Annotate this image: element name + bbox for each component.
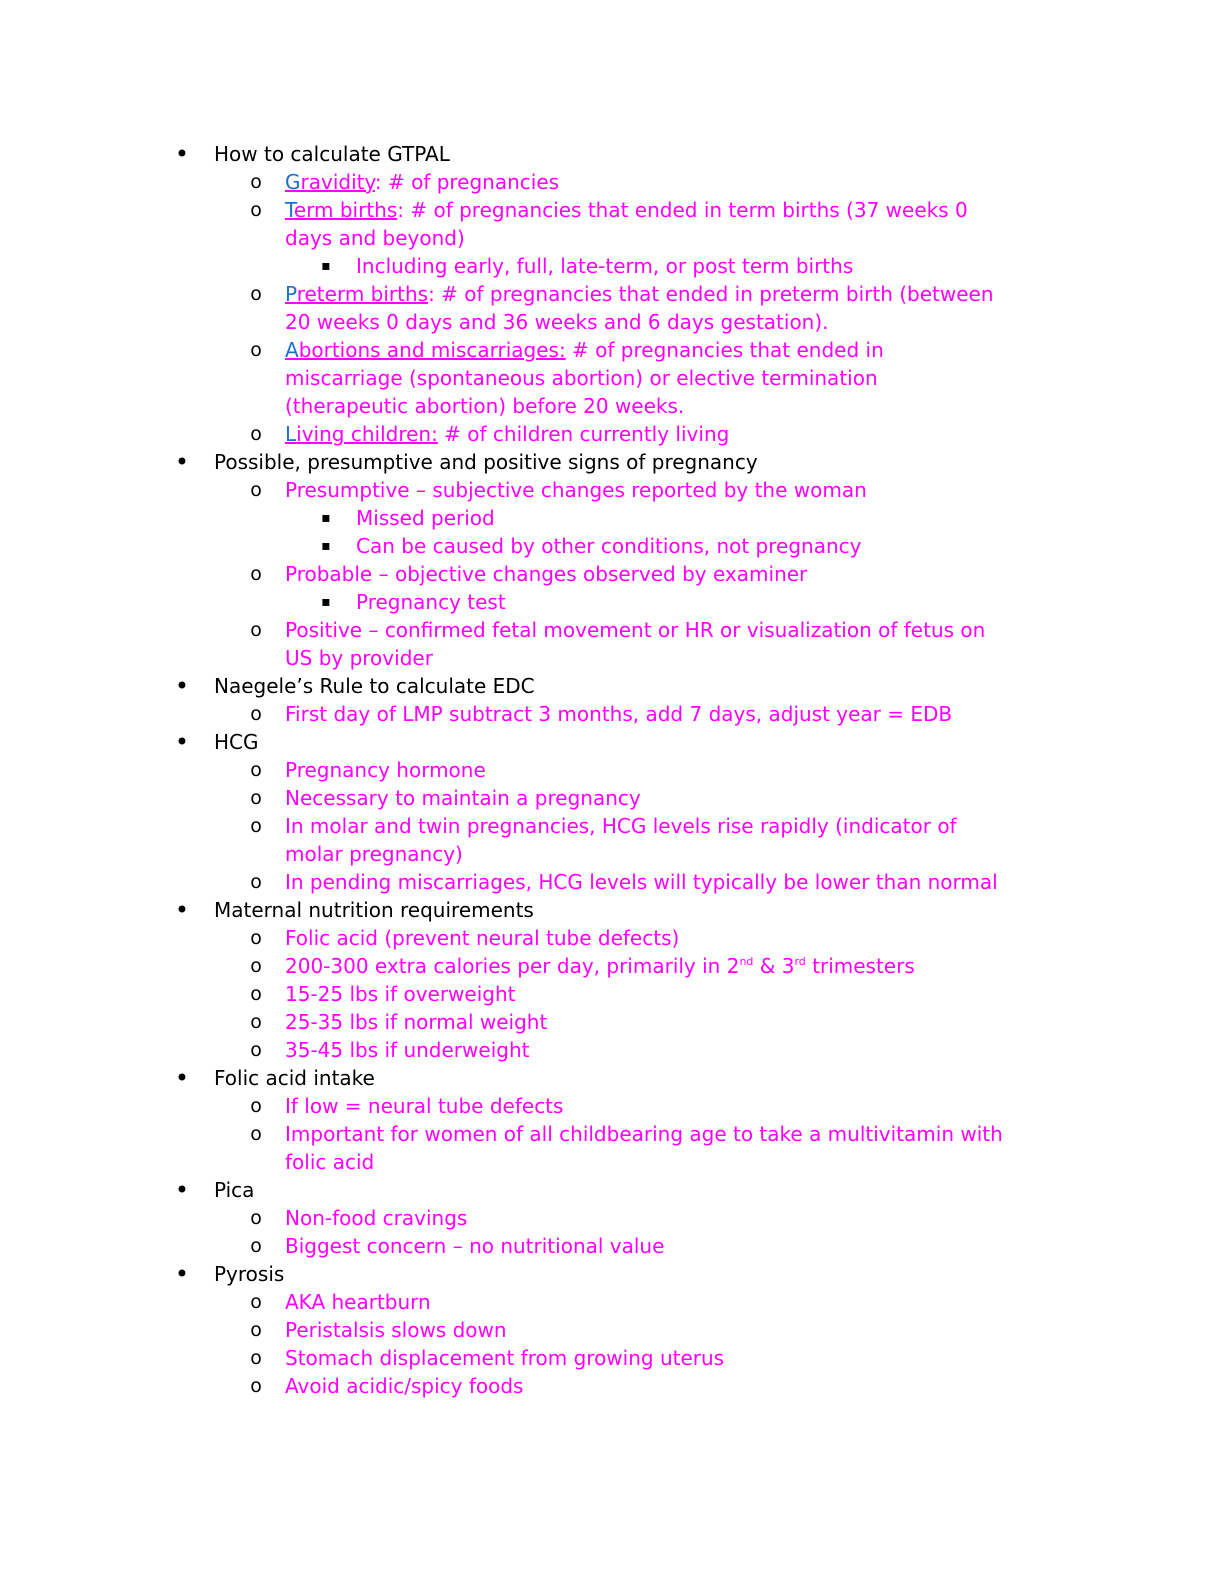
abortions-text-cont2: (therapeutic abortion) before 20 weeks. (285, 394, 685, 418)
heading-signs: Possible, presumptive and positive signs of pregnancy (214, 450, 758, 474)
hcg-item-text-cont: molar pregnancy) (285, 842, 463, 866)
list-item-hcg-4 (0, 868, 1224, 896)
list-item-abortions (0, 336, 1224, 364)
nutrition-item-text: Folic acid (prevent neural tube defects) (285, 926, 680, 950)
preterm-births-term (285, 282, 428, 306)
list-item-pica-2 (0, 1232, 1224, 1260)
circle-marker: o (250, 787, 262, 809)
circle-marker: o (250, 1375, 262, 1397)
abortions-text-cont: miscarriage (spontaneous abortion) or elective termination (285, 366, 878, 390)
list-item-presumptive (0, 476, 1224, 504)
circle-marker: o (250, 1291, 262, 1313)
nutrition-item-text: & 3 (753, 954, 795, 978)
circle-marker: o (250, 479, 262, 501)
circle-marker: o (250, 339, 262, 361)
list-item-folic-2 (0, 1120, 1224, 1148)
term-births-text-cont: days and beyond) (285, 226, 465, 250)
bullet-marker: • (174, 672, 190, 700)
abortions-initial: A (285, 338, 299, 362)
hcg-item-text: In pending miscarriages, HCG levels will typically be lower than normal (285, 870, 998, 894)
circle-marker: o (250, 1123, 262, 1145)
folic-item-text: Important for women of all childbearing age to take a multivitamin with (285, 1122, 1003, 1146)
nutrition-item-text: 200-300 extra calories per day, primarily in 2 (285, 954, 740, 978)
list-item-missed-period (0, 504, 1224, 532)
preterm-rest: reterm births (296, 282, 429, 306)
folic-item-text: If low = neural tube defects (285, 1094, 564, 1118)
circle-marker: o (250, 283, 262, 305)
pica-item-text: Non-food cravings (285, 1206, 468, 1230)
hcg-item-text: In molar and twin pregnancies, HCG levels rise rapidly (indicator of (285, 814, 957, 838)
list-item-term-births (0, 196, 1224, 224)
list-item-nutrition-2 (0, 952, 1224, 980)
list-item-living-children (0, 420, 1224, 448)
pyrosis-item-text: Peristalsis slows down (285, 1318, 507, 1342)
list-item-pyrosis (0, 1260, 1224, 1288)
gravidity-text: : # of pregnancies (374, 170, 560, 194)
nutrition-item-text: trimesters (805, 954, 915, 978)
preterm-text-cont: 20 weeks 0 days and 36 weeks and 6 days gestation). (285, 310, 829, 334)
circle-marker: o (250, 1207, 262, 1229)
bullet-marker: • (174, 1176, 190, 1204)
bullet-marker: • (174, 1064, 190, 1092)
pyrosis-item-text: Stomach displacement from growing uterus (285, 1346, 725, 1370)
list-item-preterm-births (0, 280, 1224, 308)
probable-text: Probable – objective changes observed by examiner (285, 562, 808, 586)
list-item-hcg-3 (0, 812, 1224, 840)
heading-gtpal: How to calculate GTPAL (214, 142, 450, 166)
list-item-pyrosis-1 (0, 1288, 1224, 1316)
square-marker: ▪ (321, 510, 331, 526)
circle-marker: o (250, 171, 262, 193)
heading-pica: Pica (214, 1178, 255, 1202)
list-item-gravidity (0, 168, 1224, 196)
living-rest: iving children: (296, 422, 438, 446)
positive-text: Positive – confirmed fetal movement or HR or visualization of fetus on (285, 618, 986, 642)
list-item-naegele (0, 672, 1224, 700)
bullet-marker: • (174, 448, 190, 476)
heading-pyrosis: Pyrosis (214, 1262, 285, 1286)
bullet-marker: • (174, 728, 190, 756)
nutrition-item-text: 35-45 lbs if underweight (285, 1038, 530, 1062)
gravidity-initial: G (285, 170, 301, 194)
document-page (0, 140, 1224, 1400)
list-item-nutrition-3 (0, 980, 1224, 1008)
circle-marker: o (250, 1095, 262, 1117)
living-children-term (285, 422, 438, 446)
other-conditions-text: Can be caused by other conditions, not pregnancy (356, 534, 862, 558)
list-item-other-conditions (0, 532, 1224, 560)
list-item-pyrosis-3 (0, 1344, 1224, 1372)
circle-marker: o (250, 563, 262, 585)
positive-text-cont: US by provider (285, 646, 433, 670)
list-item-positive (0, 616, 1224, 644)
pregnancy-test-text: Pregnancy test (356, 590, 506, 614)
list-item-pyrosis-2 (0, 1316, 1224, 1344)
hcg-item-text: Necessary to maintain a pregnancy (285, 786, 641, 810)
preterm-text: : # of pregnancies that ended in preterm birth (between (428, 282, 994, 306)
list-item-hcg (0, 728, 1224, 756)
gravidity-term (285, 170, 375, 194)
list-item-signs (0, 448, 1224, 476)
term-births-term (285, 198, 397, 222)
living-text: # of children currently living (437, 422, 730, 446)
bullet-marker: • (174, 1260, 190, 1288)
list-item-nutrition-4 (0, 1008, 1224, 1036)
list-item-pica-1 (0, 1204, 1224, 1232)
pica-item-text: Biggest concern – no nutritional value (285, 1234, 665, 1258)
list-item-folic-1 (0, 1092, 1224, 1120)
heading-hcg: HCG (214, 730, 259, 754)
missed-period-text: Missed period (356, 506, 495, 530)
circle-marker: o (250, 955, 262, 977)
nutrition-item-text: 25-35 lbs if normal weight (285, 1010, 548, 1034)
heading-folic: Folic acid intake (214, 1066, 375, 1090)
circle-marker: o (250, 1319, 262, 1341)
list-item-pregnancy-test (0, 588, 1224, 616)
pyrosis-item-text: Avoid acidic/spicy foods (285, 1374, 524, 1398)
circle-marker: o (250, 1039, 262, 1061)
pyrosis-item-text: AKA heartburn (285, 1290, 431, 1314)
circle-marker: o (250, 423, 262, 445)
list-item-pica (0, 1176, 1224, 1204)
circle-marker: o (250, 199, 262, 221)
list-item-probable (0, 560, 1224, 588)
circle-marker: o (250, 619, 262, 641)
square-marker: ▪ (321, 538, 331, 554)
list-item-term-sub (0, 252, 1224, 280)
list-item-nutrition-5 (0, 1036, 1224, 1064)
square-marker: ▪ (321, 594, 331, 610)
bullet-marker: • (174, 896, 190, 924)
circle-marker: o (250, 1235, 262, 1257)
circle-marker: o (250, 927, 262, 949)
hcg-item-text: Pregnancy hormone (285, 758, 486, 782)
bullet-marker: • (174, 140, 190, 168)
list-item-naegele-rule (0, 700, 1224, 728)
term-initial: T (285, 198, 294, 222)
circle-marker: o (250, 871, 262, 893)
list-item-pyrosis-4 (0, 1372, 1224, 1400)
list-item-nutrition (0, 896, 1224, 924)
abortions-term (285, 338, 566, 362)
list-item-folic (0, 1064, 1224, 1092)
circle-marker: o (250, 983, 262, 1005)
living-initial: L (285, 422, 297, 446)
list-item-nutrition-1 (0, 924, 1224, 952)
circle-marker: o (250, 759, 262, 781)
term-sub-text: Including early, full, late-term, or post term births (356, 254, 854, 278)
gravidity-rest: ravidity (300, 170, 375, 194)
circle-marker: o (250, 703, 262, 725)
term-rest: erm births (293, 198, 398, 222)
superscript-nd: nd (739, 955, 754, 968)
circle-marker: o (250, 1347, 262, 1369)
list-item-gtpal (0, 140, 1224, 168)
presumptive-text: Presumptive – subjective changes reported by the woman (285, 478, 867, 502)
abortions-text: # of pregnancies that ended in (565, 338, 884, 362)
superscript-rd: rd (794, 955, 806, 968)
preterm-initial: P (285, 282, 297, 306)
list-item-hcg-1 (0, 756, 1224, 784)
square-marker: ▪ (321, 258, 331, 274)
folic-item-text-cont: folic acid (285, 1150, 375, 1174)
heading-naegele: Naegele’s Rule to calculate EDC (214, 674, 535, 698)
naegele-rule-text: First day of LMP subtract 3 months, add 7 days, adjust year = EDB (285, 702, 953, 726)
abortions-rest: bortions and miscarriages: (298, 338, 566, 362)
circle-marker: o (250, 815, 262, 837)
heading-nutrition: Maternal nutrition requirements (214, 898, 534, 922)
list-item-hcg-2 (0, 784, 1224, 812)
term-births-text: : # of pregnancies that ended in term births (37 weeks 0 (397, 198, 968, 222)
nutrition-item-text: 15-25 lbs if overweight (285, 982, 516, 1006)
circle-marker: o (250, 1011, 262, 1033)
